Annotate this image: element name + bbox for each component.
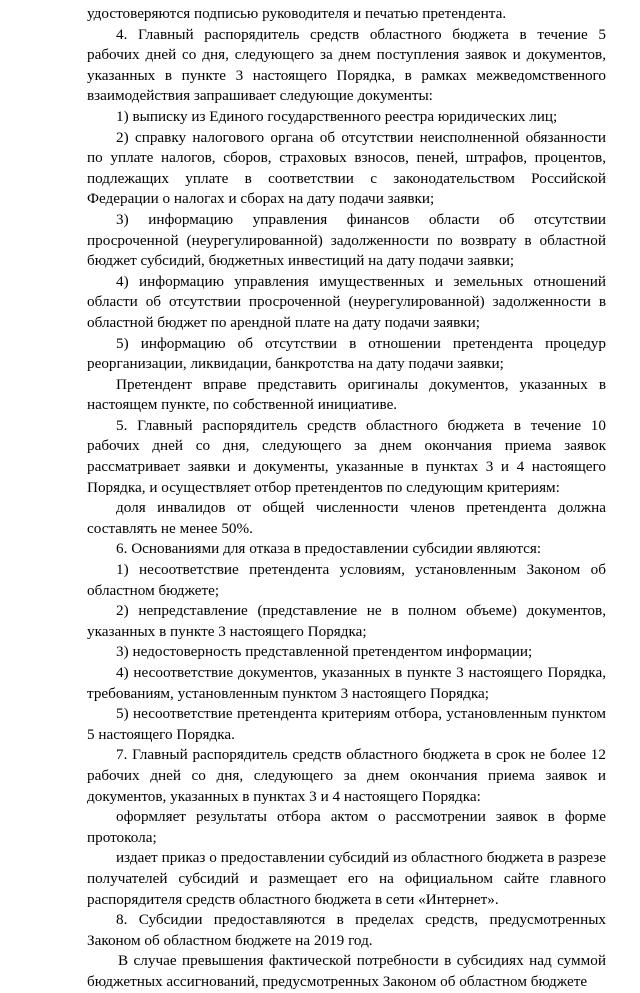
paragraph-item-8: 8. Субсидии предоставляются в пределах средств, предусмотренных Законом об областном бюджете на 2019 год. [87,911,606,949]
paragraph-excess: В случае превышения фактической потребности в субсидиях над суммой бюджетных ассигнований, предусмотренных Законом об областном бюджете [87,952,606,990]
paragraph-item-6: 6. Основаниями для отказа в предоставлении субсидии являются: [116,540,542,558]
paragraph-subitem-2: 2) справку налогового органа об отсутствии неисполненной обязанности по уплате налогов, сборов, страховых взносов, пеней, штрафов, процентов, подлежащих уплате в соответствии с законодательством Российской Федерации о налогах и сборах на дату подачи заявки; [87,128,606,208]
paragraph-0: удостоверяются подписью руководителя и печатью претендента. [87,5,507,22]
paragraph-protocol: оформляет результаты отбора актом о рассмотрении заявок в форме протокола; [87,808,606,846]
paragraph-criterion: доля инвалидов от общей численности членов претендента должна составлять не менее 50%. [87,499,606,537]
paragraph-subitem-5: 5) информацию об отсутствии в отношении претендента процедур реорганизации, ликвидации, банкротства на дату подачи заявки; [87,334,606,373]
paragraph-refusal-4: 4) несоответствие документов, указанных в пункте 3 настоящего Порядка, требованиям, установленным пунктом 3 настоящего Порядка; [87,664,606,702]
paragraph-order: издает приказ о предоставлении субсидий из областного бюджета в разрезе получателей субсидий и размещает его на официальном сайте главного распорядителя средств областного бюджета в сети «Интернет». [87,849,606,908]
paragraph-subitem-4: 4) информацию управления имущественных и земельных отношений области об отсутствии просроченной (неурегулированной) задолженности в областной бюджет по арендной плате на дату подачи заявки; [87,272,606,331]
paragraph-item-4: 4. Главный распорядитель средств областного бюджета в течение 5 рабочих дней со дня, следующего за днем поступления заявок и документов, указанных в пункте 3 настоящего Порядка, в рамках межведомственного взаимодействия запрашивает следующие документы: [87,25,606,105]
paragraph-refusal-3: 3) недостоверность представленной претендентом информации; [116,643,533,661]
paragraph-subitem-1: 1) выписку из Единого государственного реестра юридических лиц; [116,107,558,125]
paragraph-subitem-3: 3) информацию управления финансов области об отсутствии просроченной (неурегулированной) задолженности по возврату в областной бюджет субсидий, бюджетных инвестиций на дату подачи заявки; [87,210,606,270]
paragraph-item-7: 7. Главный распорядитель средств областного бюджета в срок не более 12 рабочих дней со дня, следующего за днем окончания приема заявок и документов, указанных в пунктах 3 и 4 настоящего Порядка: [87,746,606,805]
paragraph-refusal-2: 2) непредставление (представление не в полном объеме) документов, указанных в пункте 3 настоящего Порядка; [87,602,606,640]
paragraph-refusal-1: 1) несоответствие претендента условиям, установленным Законом об областном бюджете; [87,561,606,599]
paragraph-originals-note: Претендент вправе представить оригиналы документов, указанных в настоящем пункте, по собственной инициативе. [87,375,606,414]
paragraph-refusal-5: 5) несоответствие претендента критериям отбора, установленным пунктом 5 настоящего Порядка. [87,705,606,743]
paragraph-item-5: 5. Главный распорядитель средств областного бюджета в течение 10 рабочих дней со дня, следующего за днем окончания приема заявок рассматривает заявки и документы, указанные в пунктах 3 и 4 настоящего Порядка, и осуществляет отбор претендентов по следующим критериям: [87,416,606,496]
